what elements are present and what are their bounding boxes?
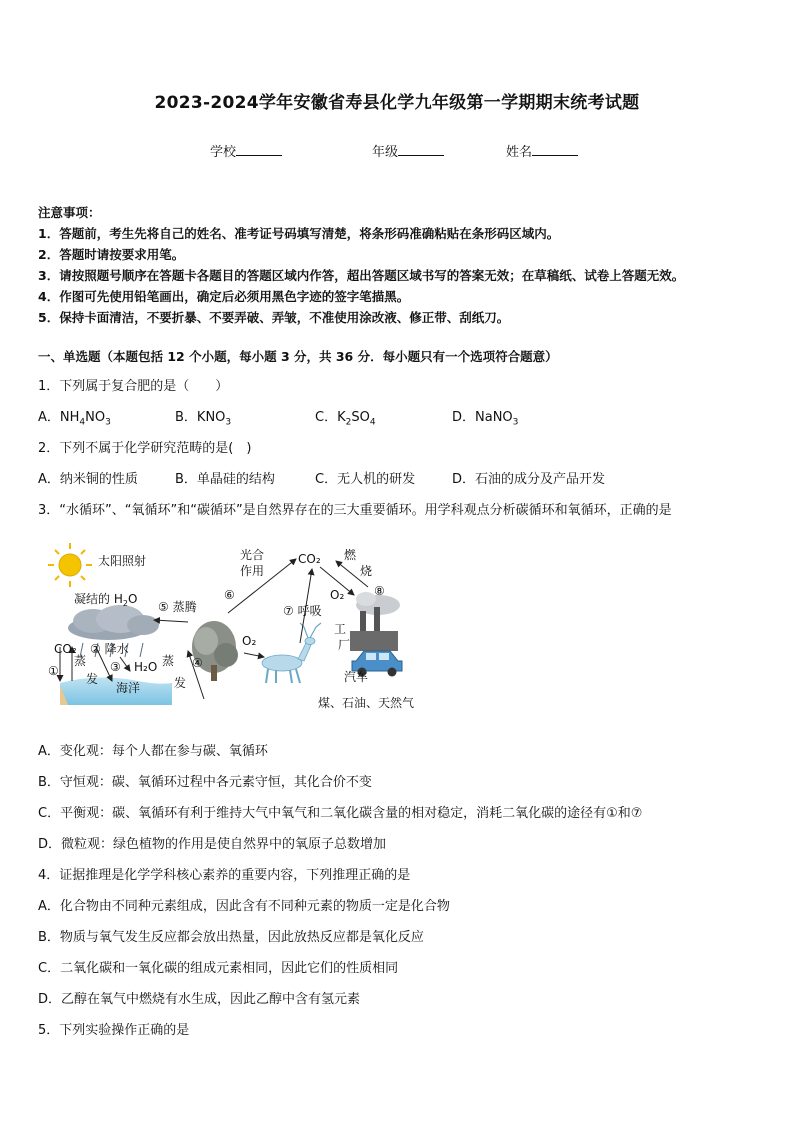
note-item: 5．保持卡面清洁，不要折暴、不要弄破、弄皱，不准使用涂改液、修正带、刮纸刀。 bbox=[38, 310, 510, 325]
label-7: ⑦ 呼吸 bbox=[283, 604, 322, 618]
q3-option-a[interactable]: A．变化观：每个人都在参与碳、氧循环 bbox=[38, 744, 268, 759]
q2-option-b[interactable]: B．单晶硅的结构 bbox=[175, 472, 275, 487]
q1-option-d[interactable]: D．NaNO$_3$ bbox=[452, 410, 519, 428]
note-item: 2．答题时请按要求用笔。 bbox=[38, 247, 185, 262]
grade-blank[interactable] bbox=[398, 143, 444, 156]
label-5: ⑤ 蒸腾 bbox=[158, 600, 197, 614]
name-field[interactable] bbox=[506, 141, 578, 160]
q4-stem: 4．证据推理是化学学科核心素养的重要内容，下列推理正确的是 bbox=[38, 868, 411, 883]
q1-option-b[interactable]: B．$KNO_3$ bbox=[175, 410, 232, 428]
q1-option-a[interactable]: A．$NH_4NO_3$ bbox=[38, 410, 111, 428]
name-label: 姓名 bbox=[506, 145, 533, 160]
q4-option-a[interactable]: A．化合物由不同种元素组成，因此含有不同种元素的物质一定是化合物 bbox=[38, 899, 450, 914]
label-evap-1a: 蒸 bbox=[74, 654, 87, 668]
label-6: ⑥ bbox=[224, 588, 235, 602]
school-blank[interactable] bbox=[236, 143, 282, 156]
label-photo-1: 光合 bbox=[240, 548, 265, 562]
label-1: ① bbox=[48, 664, 59, 678]
q3-stem: 3．“水循环”、“氧循环”和“碳循环”是自然界存在的三大重要循环。用学科观点分析碳循环和氧循环，正确的是 bbox=[38, 503, 672, 518]
label-evap-2a: 蒸 bbox=[162, 654, 175, 668]
q2-option-c[interactable]: C．无人机的研发 bbox=[315, 472, 416, 487]
grade-field[interactable] bbox=[372, 141, 444, 160]
label-factory-1: 工 bbox=[334, 622, 347, 636]
q2-option-a[interactable]: A．纳米铜的性质 bbox=[38, 472, 138, 487]
name-blank[interactable] bbox=[532, 143, 578, 156]
label-8: ⑧ bbox=[374, 584, 385, 598]
q3-option-b[interactable]: B．守恒观：碳、氧循环过程中各元素守恒，其化合价不变 bbox=[38, 775, 372, 790]
label-photo-2: 作用 bbox=[240, 564, 265, 578]
q2-option-d[interactable]: D．石油的成分及产品开发 bbox=[452, 472, 606, 487]
carbon-oxygen-cycle-diagram bbox=[38, 535, 458, 715]
label-evap-2b: 发 bbox=[174, 676, 187, 690]
label-ocean: 海洋 bbox=[116, 681, 141, 695]
note-item: 1．答题前，考生先将自己的姓名、准考证号码填写清楚，将条形码准确粘贴在条形码区域内。 bbox=[38, 226, 560, 241]
q3-option-c[interactable]: C．平衡观：碳、氧循环有利于维持大气中氧气和二氧化碳含量的相对稳定，消耗二氧化碳的途径有①和⑦ bbox=[38, 806, 643, 821]
label-4: ④ bbox=[192, 656, 203, 670]
deer-icon bbox=[262, 623, 321, 683]
factory-icon bbox=[350, 592, 400, 651]
label-car: 汽车 bbox=[344, 670, 369, 684]
q4-option-b[interactable]: B．物质与氧气发生反应都会放出热量，因此放热反应都是氧化反应 bbox=[38, 930, 424, 945]
label-o2-b: O₂ bbox=[242, 634, 257, 648]
label-co2-left: CO₂ bbox=[54, 642, 77, 656]
label-burn-1: 燃 bbox=[344, 548, 357, 562]
q3-option-d[interactable]: D．微粒观：绿色植物的作用是使自然界中的氧原子总数增加 bbox=[38, 837, 387, 852]
cloud-icon bbox=[68, 605, 159, 640]
label-condensed: 凝结的 $H_2O$ bbox=[74, 592, 138, 608]
label-co2-top: CO₂ bbox=[298, 552, 321, 566]
label-h2o: H₂O bbox=[134, 660, 158, 674]
label-sun: 太阳照射 bbox=[98, 554, 147, 568]
section-heading: 一、单选题（本题包括 12 个小题，每小题 3 分，共 36 分．每小题只有一个选项符合题意） bbox=[38, 349, 558, 364]
school-field[interactable] bbox=[210, 141, 282, 160]
q1-stem: 1．下列属于复合肥的是（ ） bbox=[38, 379, 229, 394]
label-3: ③ bbox=[110, 660, 121, 674]
q4-option-d[interactable]: D．乙醇在氧气中燃烧有水生成，因此乙醇中含有氢元素 bbox=[38, 992, 361, 1007]
label-burn-2: 烧 bbox=[360, 564, 373, 578]
q5-stem: 5．下列实验操作正确的是 bbox=[38, 1023, 190, 1038]
grade-label: 年级 bbox=[372, 145, 399, 160]
arrow-o2-tree bbox=[244, 653, 264, 657]
q4-option-c[interactable]: C．二氧化碳和一氧化碳的组成元素相同，因此它们的性质相同 bbox=[38, 961, 399, 976]
sun-icon bbox=[48, 543, 92, 587]
arrow-3 bbox=[120, 657, 130, 671]
note-item: 3．请按照题号顺序在答题卡各题目的答题区域内作答，超出答题区域书写的答案无效；在草稿纸、试卷上答题无效。 bbox=[38, 268, 685, 283]
label-factory-2: 厂 bbox=[338, 638, 351, 652]
q2-stem: 2．下列不属于化学研究范畴的是( ) bbox=[38, 441, 252, 456]
label-2: ② 降水 bbox=[90, 642, 129, 656]
label-o2-a: O₂ bbox=[330, 588, 345, 602]
tree-icon bbox=[192, 621, 238, 681]
label-fuel: 煤、石油、天然气 bbox=[318, 696, 415, 710]
label-evap-1b: 发 bbox=[86, 672, 99, 686]
q1-option-c[interactable]: C．$K_2SO_4$ bbox=[315, 410, 376, 428]
exam-title: 2023-2024学年安徽省寿县化学九年级第一学期期末统考试题 bbox=[154, 93, 640, 113]
notes-heading: 注意事项： bbox=[38, 205, 101, 220]
arrow-5 bbox=[154, 620, 188, 622]
note-item: 4．作图可先使用铅笔画出，确定后必须用黑色字迹的签字笔描黑。 bbox=[38, 289, 410, 304]
school-label: 学校 bbox=[210, 145, 237, 160]
